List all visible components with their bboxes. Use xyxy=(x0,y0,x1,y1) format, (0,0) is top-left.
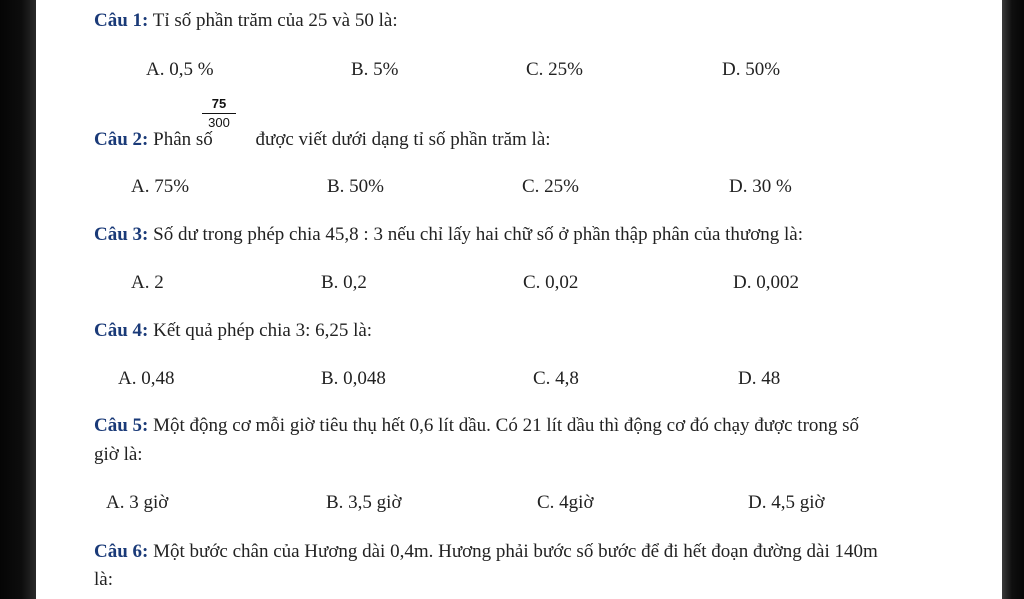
question-text-after: được viết dưới dạng tỉ số phần trăm là: xyxy=(250,129,551,150)
option-a: A. 0,5 % xyxy=(146,59,214,80)
option-b: B. 50% xyxy=(327,176,384,197)
question-text: Một bước chân của Hương dài 0,4m. Hương phải bước số bước để đi hết đoạn đường dài 140m xyxy=(148,541,878,562)
question-text-before: Phân số xyxy=(148,129,213,150)
option-b: B. 0,048 xyxy=(321,368,386,389)
option-a: A. 0,48 xyxy=(118,368,175,389)
option-a: A. 3 giờ xyxy=(106,492,169,513)
fraction-numerator: 75 xyxy=(202,96,236,114)
right-dark-border xyxy=(1002,0,1024,599)
question-6 xyxy=(94,541,878,563)
question-label: Câu 3: xyxy=(94,224,149,245)
option-a: A. 2 xyxy=(131,272,164,293)
option-c: C. 25% xyxy=(526,59,583,80)
question-label: Câu 6: xyxy=(94,541,149,562)
question-label: Câu 1: xyxy=(94,10,149,31)
question-label: Câu 4: xyxy=(94,320,149,341)
question-5-continuation: giờ là: xyxy=(94,444,143,465)
question-text: Số dư trong phép chia 45,8 : 3 nếu chỉ lấy hai chữ số ở phần thập phân của thương là: xyxy=(148,224,804,245)
option-d: D. 4,5 giờ xyxy=(748,492,825,513)
fraction-denominator: 300 xyxy=(208,115,230,130)
question-text: Một động cơ mỗi giờ tiêu thụ hết 0,6 lít dầu. Có 21 lít dầu thì động cơ đó chạy được trong số xyxy=(148,415,860,436)
question-6-continuation: là: xyxy=(94,569,113,590)
question-text: Kết quả phép chia 3: 6,25 là: xyxy=(148,320,373,341)
option-d: D. 50% xyxy=(722,59,781,80)
question-text: Tỉ số phần trăm của 25 và 50 là: xyxy=(148,10,398,31)
fraction-75-300 xyxy=(202,96,236,131)
option-c: C. 4,8 xyxy=(533,368,579,389)
question-3 xyxy=(94,224,803,246)
option-b: B. 3,5 giờ xyxy=(326,492,402,513)
question-label: Câu 5: xyxy=(94,415,149,436)
option-d: D. 30 % xyxy=(729,176,792,197)
option-b: B. 5% xyxy=(351,59,399,80)
question-4 xyxy=(94,320,372,342)
option-d: D. 0,002 xyxy=(733,272,799,293)
option-c: C. 0,02 xyxy=(523,272,579,293)
question-2 xyxy=(94,129,551,151)
option-a: A. 75% xyxy=(131,176,190,197)
question-5 xyxy=(94,415,859,437)
left-dark-border xyxy=(0,0,36,599)
document-page xyxy=(36,0,1002,599)
option-c: C. 4giờ xyxy=(537,492,594,513)
option-b: B. 0,2 xyxy=(321,272,367,293)
question-label: Câu 2: xyxy=(94,129,149,150)
option-d: D. 48 xyxy=(738,368,781,389)
option-c: C. 25% xyxy=(522,176,579,197)
question-1 xyxy=(94,10,398,32)
